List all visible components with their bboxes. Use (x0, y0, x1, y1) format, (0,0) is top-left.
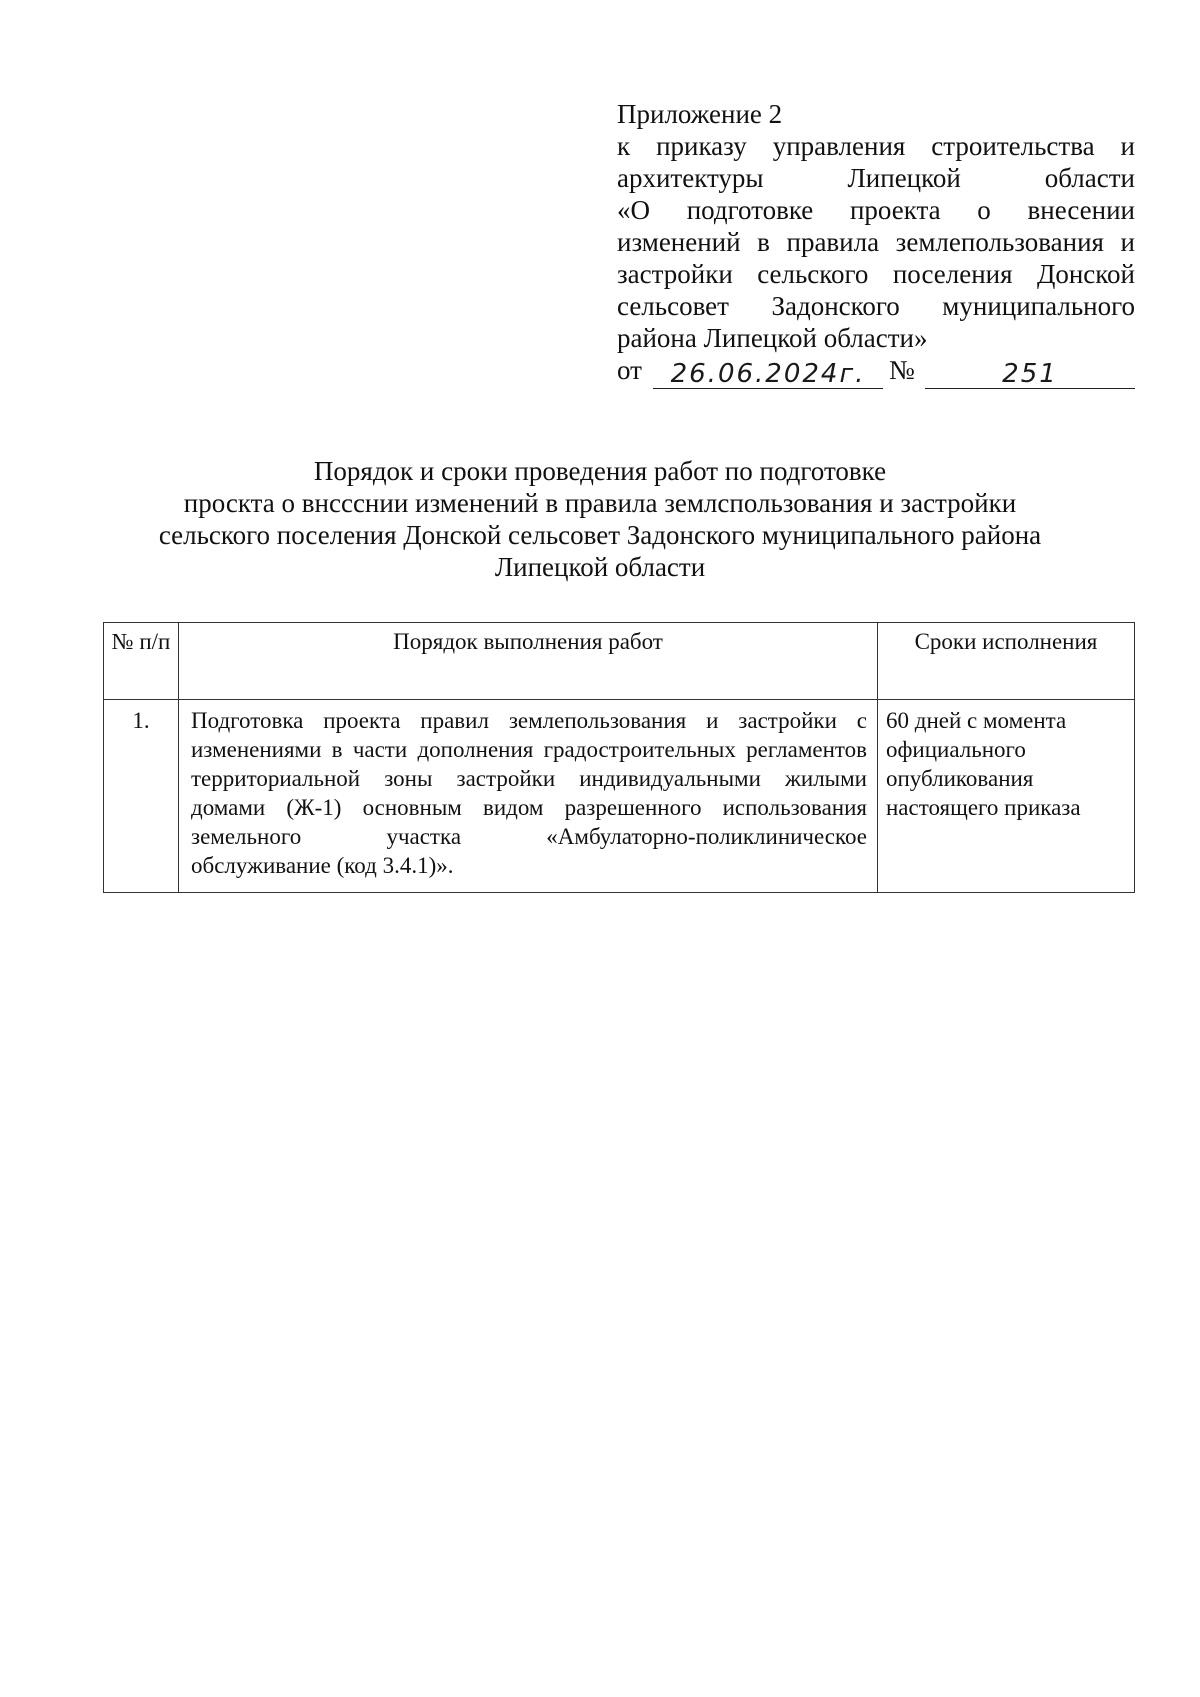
order-line: земельного участка «Амбулаторно-поликлиническое (191, 824, 867, 849)
title-line: сельского поселения Донской сельсовет Задонского муниципального района (158, 520, 1042, 550)
document-title (100, 455, 1100, 583)
row-num: 1. (104, 700, 179, 893)
table-row (104, 700, 1135, 893)
header-order: Порядок выполнения работ (179, 623, 878, 700)
order-number: 251 (925, 360, 1135, 389)
order-date-number (617, 354, 1135, 394)
term-line: 60 дней с момента (886, 708, 1067, 733)
appendix-heading: Приложение 2 (617, 99, 783, 129)
order-line: Подготовка проекта правил землепользования и застройки с (191, 708, 867, 733)
row-term (878, 700, 1135, 893)
header-term: Сроки исполнения (878, 623, 1135, 700)
appendix-line: изменений в правила землепользования и (617, 227, 1135, 257)
term-line: официального (886, 737, 1026, 762)
order-date: 26.06.2024г. (653, 360, 883, 389)
title-line: Липецкой области (494, 552, 706, 582)
appendix-block (617, 98, 1135, 394)
term-line: опубликования (886, 766, 1034, 791)
appendix-line: архитектуры Липецкой области (617, 163, 1135, 193)
title-line: проскта о внссснии изменений в правила землспользования и застройки (183, 488, 1017, 518)
appendix-line: «О подготовке проекта о внесении (617, 195, 1135, 225)
works-table (103, 622, 1135, 893)
title-line: Порядок и сроки проведения работ по подготовке (313, 456, 887, 486)
appendix-line: сельсовет Задонского муниципального (617, 291, 1135, 321)
order-line: обслуживание (код 3.4.1)». (191, 853, 454, 878)
order-line: изменениями в части дополнения градостроительных регламентов (191, 737, 867, 762)
term-line: настоящего приказа (886, 795, 1081, 820)
appendix-line: к приказу управления строительства и (617, 131, 1135, 161)
appendix-line: района Липецкой области» (617, 323, 928, 353)
table-header-row (104, 623, 1135, 700)
order-line: территориальной зоны застройки индивидуальными жилыми (191, 766, 867, 791)
appendix-line: застройки сельского поселения Донской (617, 259, 1135, 289)
row-order (179, 700, 878, 893)
number-prefix: № (889, 355, 915, 385)
date-prefix: от (617, 355, 642, 385)
header-num: № п/п (104, 623, 179, 700)
order-line: домами (Ж-1) основным видом разрешенного использования (191, 795, 867, 820)
